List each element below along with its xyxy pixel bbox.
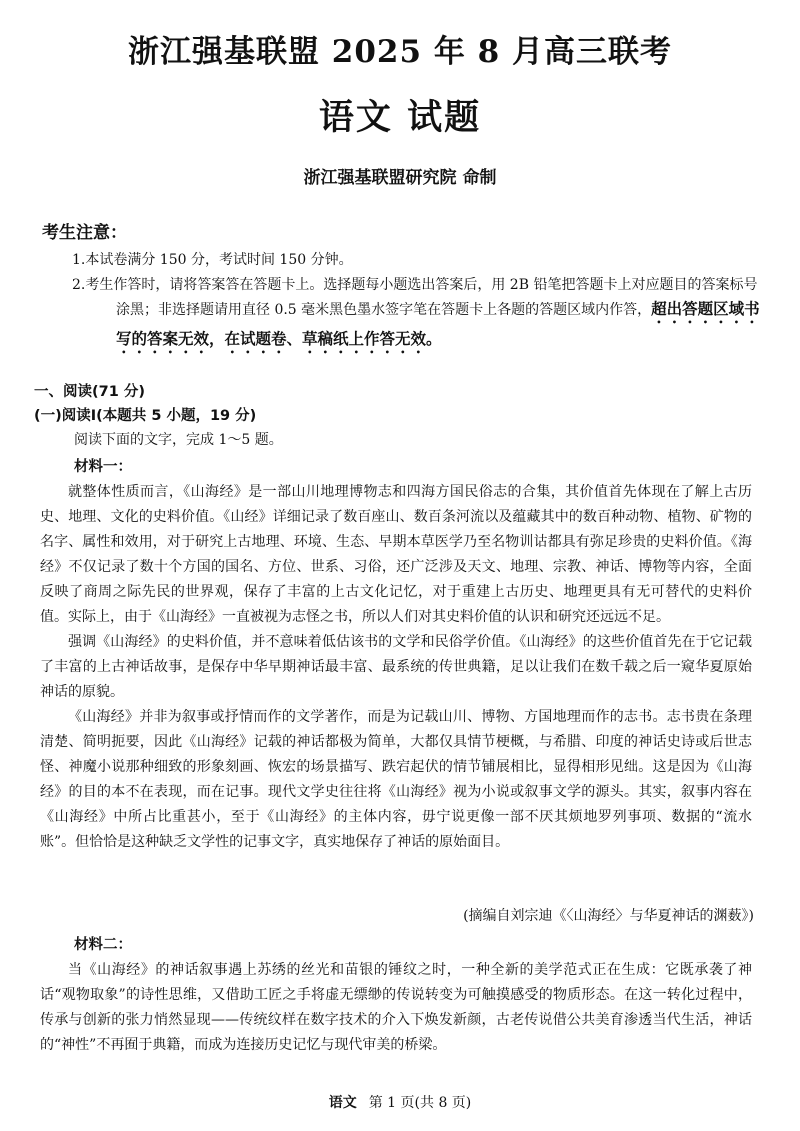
notice-block	[42, 248, 762, 357]
material-2-label: 材料二：	[74, 937, 132, 953]
material-1-paragraph-2: 强调《山海经》的史料价值，并不意味着低估该书的文学和民俗学价值。《山海经》的这些价值首先在于它记载了丰富的上古神话故事，是保存中华早期神话最丰富、最系统的传世典籍，足以让我们在数千载之后一窥华夏原始神话的原貌。	[40, 634, 752, 700]
material-1-body	[40, 480, 752, 855]
footer-subject: 语文	[328, 1095, 357, 1111]
page-footer	[0, 1092, 800, 1112]
material-1-paragraph-3: 《山海经》并非为叙事或抒情而作的文学著作，而是为记载山川、博物、方国地理而作的志书。志书贵在条理清楚、简明扼要，因此《山海经》记载的神话都极为简单，大都仅具情节梗概，与希腊、印度的神话史诗或后世志怪、神魔小说那种细致的形象刻画、恢宏的场景描写、跌宕起伏的情节铺展相比，显得相形见绌。这是因为《山海经》的目的本不在表现，而在记事。现代文学史往往将《山海经》视为小说或叙事文学的源头。其实，叙事内容在《山海经》中所占比重甚小，至于《山海经》的主体内容，毋宁说更像一部不厌其烦地罗列事项、数据的“流水账”。但恰恰是这种缺乏文学性的记事文字，真实地保存了神话的原始面目。	[40, 709, 752, 850]
reading-instruction: 阅读下面的文字，完成 1～5 题。	[74, 432, 283, 448]
material-1-label: 材料一：	[74, 459, 132, 475]
notice-heading: 考生注意：	[42, 223, 127, 243]
notice-item-2-emphasis: 超出答题区域书写的答案无效，在试题卷、草稿纸上作答无效。	[116, 300, 760, 348]
subject-title: 语文 试题	[318, 97, 482, 138]
material-1-paragraph-1: 就整体性质而言，《山海经》是一部山川地理博物志和四海方国民俗志的合集，其价值首先体现在了解上古历史、地理、文化的史料价值。《山经》详细记录了数百座山、数百条河流以及蕴藏其中的数百种动物、植物、矿物的名字、属性和效用，对于研究上古地理、环境、生态、早期本草医学乃至名物训诂都具有弥足珍贵的史料价值。《海经》不仅记录了数十个方国的国名、方位、世系、习俗，还广泛涉及天文、地理、宗教、神话、博物等内容，全面反映了商周之际先民的世界观，保存了丰富的上古文化记忆，对于重建上古历史、地理更具有无可替代的史料价值。实际上，由于《山海经》一直被视为志怪之书，所以人们对其史料价值的认识和研究还远远不足。	[40, 484, 752, 625]
notice-item-1: 1.本试卷满分 150 分，考试时间 150 分钟。	[72, 252, 353, 268]
issuer-line: 浙江强基联盟研究院 命制	[303, 168, 497, 188]
material-2-body	[40, 958, 752, 1058]
exam-title: 浙江强基联盟 2025 年 8 月高三联考	[127, 34, 673, 70]
footer-page-number: 第 1 页(共 8 页)	[368, 1095, 472, 1111]
material-2-paragraph-1: 当《山海经》的神话叙事遇上苏绣的丝光和苗银的锤纹之时，一种全新的美学范式正在生成：它既承袭了神话“观物取象”的诗性思维，又借助工匠之手将虚无缥缈的传说转变为可触摸感受的物质形态。在这一转化过程中，传承与创新的张力悄然显现——传统纹样在数字技术的介入下焕发新颜，古老传说借公共美育渗透当代生活，神话的“神性”不再囿于典籍，而成为连接历史记忆与现代审美的桥梁。	[40, 962, 752, 1053]
material-1-source: (摘编自刘宗迪《〈山海经〉与华夏神话的渊薮》)	[463, 908, 754, 924]
section-part-heading: 一、阅读(71 分)	[34, 384, 145, 400]
section-sub-heading: (一)阅读Ⅰ(本题共 5 小题，19 分)	[34, 408, 257, 424]
notice-item-2-text: 2.考生作答时，请将答案答在答题卡上。选择题每小题选出答案后，用 2B 铅笔把答题卡上对应题目的答案标号涂黑；非选择题请用直径 0.5 毫米黑色墨水签字笔在答题卡上各题的答题区域内作答，	[72, 276, 758, 318]
notice-item-2	[42, 273, 762, 358]
